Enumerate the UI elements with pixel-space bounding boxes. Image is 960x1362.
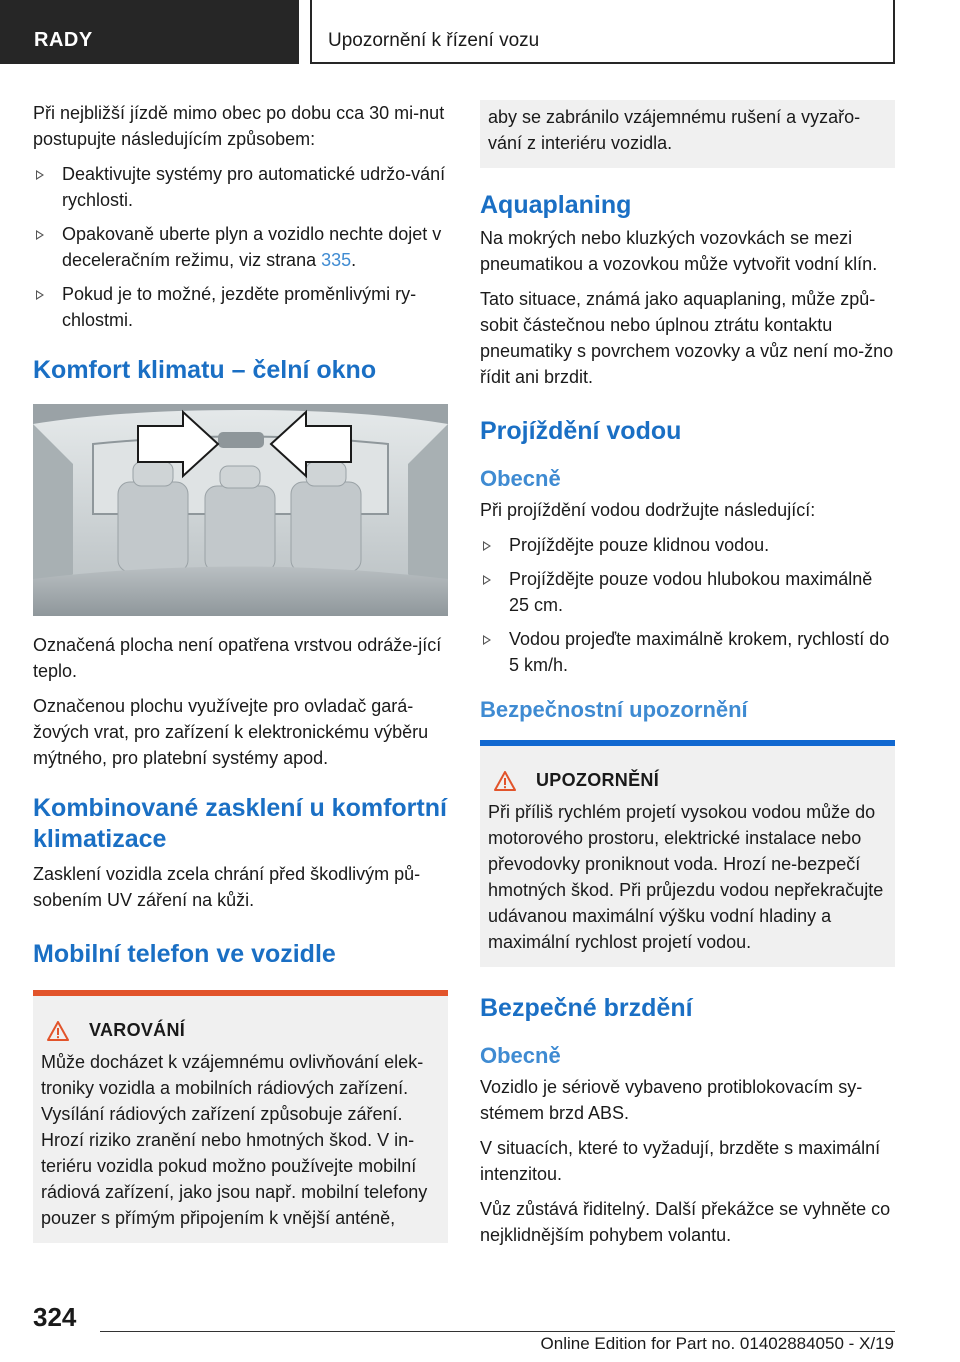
page-reference-link[interactable]: 335 [321, 250, 352, 270]
steps-list [33, 161, 448, 333]
subheading-water-general: Obecně [480, 466, 561, 491]
page-number: 324 [33, 1302, 77, 1332]
aqua-paragraph-2: Tato situace, známá jako aquaplaning, může způ-sobit částečnou nebo úplnou ztrátu kontaktu pneumatiky s povrchem vozovky a vůz není mo-žno řídit ani brzdit. [480, 289, 894, 387]
list-item: Projíždějte pouze vodou hlubokou maximálně 25 cm. [480, 566, 895, 618]
brake-paragraph-1: Vozidlo je sériově vybaveno protiblokovacím sy-stémem brzd ABS. [480, 1077, 863, 1123]
intro-paragraph: Při nejbližší jízdě mimo obec po dobu cca 30 mi-nut postupujte následujícím způsobem: [33, 103, 445, 149]
warning-text: Může docházet k vzájemnému ovlivňování elek-troniky vozidla a mobilních rádiových zařízení. Vysílání rádiových zařízení způsobuje záření. Hrozí riziko zranění nebo hmotných škod. V in-teriéru vozidla pokud možno používejte mobilní rádiová zařízení, jako jsou např. mobilní telefony pouzer s přímým připojením k vnější anténě, [41, 1052, 428, 1228]
triangle-bullet-icon [483, 541, 491, 551]
list-item: Vodou projeďte maximálně krokem, rychlostí do 5 km/h. [480, 626, 895, 678]
warning-triangle-icon [494, 771, 516, 791]
footer-edition: Online Edition for Part no. 01402884050 - X/19 [540, 1334, 894, 1353]
list-item: Projíždějte pouze klidnou vodou. [480, 532, 895, 558]
heading-combined-glazing: Kombinované zasklení u komfortní klimatizace [33, 794, 447, 853]
triangle-bullet-icon [483, 635, 491, 645]
caution-box [480, 740, 895, 967]
heading-safe-braking: Bezpečné brzdění [480, 994, 693, 1022]
header-chapter-title: Upozornění k řízení vozu [328, 30, 540, 51]
subheading-safety-notice: Bezpečnostní upozornění [480, 697, 748, 722]
triangle-bullet-icon [36, 230, 44, 240]
warning-title: VAROVÁNÍ [89, 1020, 186, 1040]
list-item: Deaktivujte systémy pro automatické udržo-vání rychlosti. [33, 161, 448, 213]
water-intro: Při projíždění vodou dodržujte následující: [480, 500, 816, 520]
footer-divider [100, 1331, 895, 1332]
header-chapter-tab [310, 0, 895, 64]
brake-paragraph-2: V situacích, které to vyžadují, brzděte s maximální intenzitou. [480, 1138, 881, 1184]
heading-comfort-windshield: Komfort klimatu – čelní okno [33, 356, 377, 384]
warning-continued-text: aby se zabránilo vzájemnému rušení a vyzařo-vání z interiéru vozidla. [488, 107, 861, 153]
caution-title: UPOZORNĚNÍ [536, 770, 660, 790]
windshield-photo [33, 404, 448, 616]
left-column [33, 100, 448, 1243]
caution-text: Při příliš rychlém projetí vysokou vodou může do motorového prostoru, elektrické instalace nebo převodovky proniknout voda. Hrozí ne-bezpečí hmotných škod. Při průjezdu vodou nepřekračujte udávanou maximální výšku vodní hladiny a maximální rychlost projetí vodou. [488, 802, 884, 952]
aqua-paragraph-1: Na mokrých nebo kluzkých vozovkách se mezi pneumatikou a vozovkou může vytvořit vodní klín. [480, 228, 878, 274]
comfort-paragraph-1: Označená plocha není opatřena vrstvou odráže-jící teplo. [33, 635, 442, 681]
list-item: Pokud je to možné, jezděte proměnlivými ry-chlostmi. [33, 281, 448, 333]
brake-paragraph-3: Vůz zůstává řiditelný. Další překážce se vyhněte co nejklidnějším pohybem volantu. [480, 1199, 891, 1245]
heading-water-crossing: Projíždění vodou [480, 417, 682, 445]
caution-title-row [488, 770, 887, 791]
subheading-brake-general: Obecně [480, 1043, 561, 1068]
warning-box [33, 990, 448, 1243]
right-column [480, 102, 895, 1257]
list-item: Opakovaně uberte plyn a vozidlo nechte dojet v deceleračním režimu, viz strana 335. [33, 221, 448, 273]
warning-triangle-icon [47, 1021, 69, 1041]
triangle-bullet-icon [36, 170, 44, 180]
water-steps-list [480, 532, 895, 678]
warning-box-continued [480, 100, 895, 168]
heading-mobile-phone: Mobilní telefon ve vozidle [33, 940, 336, 968]
warning-title-row [41, 1020, 440, 1041]
triangle-bullet-icon [36, 290, 44, 300]
header-section-tab [0, 0, 299, 64]
heading-aquaplaning: Aquaplaning [480, 191, 632, 219]
comfort-paragraph-2: Označenou plochu využívejte pro ovladač gará-žových vrat, pro zařízení k elektronickému výběru mýtného, pro platební systémy apod. [33, 696, 429, 768]
header-section-title: RADY [34, 29, 93, 51]
triangle-bullet-icon [483, 575, 491, 585]
glazing-paragraph: Zasklení vozidla zcela chrání před škodlivým pů-sobením UV záření na kůži. [33, 864, 421, 910]
